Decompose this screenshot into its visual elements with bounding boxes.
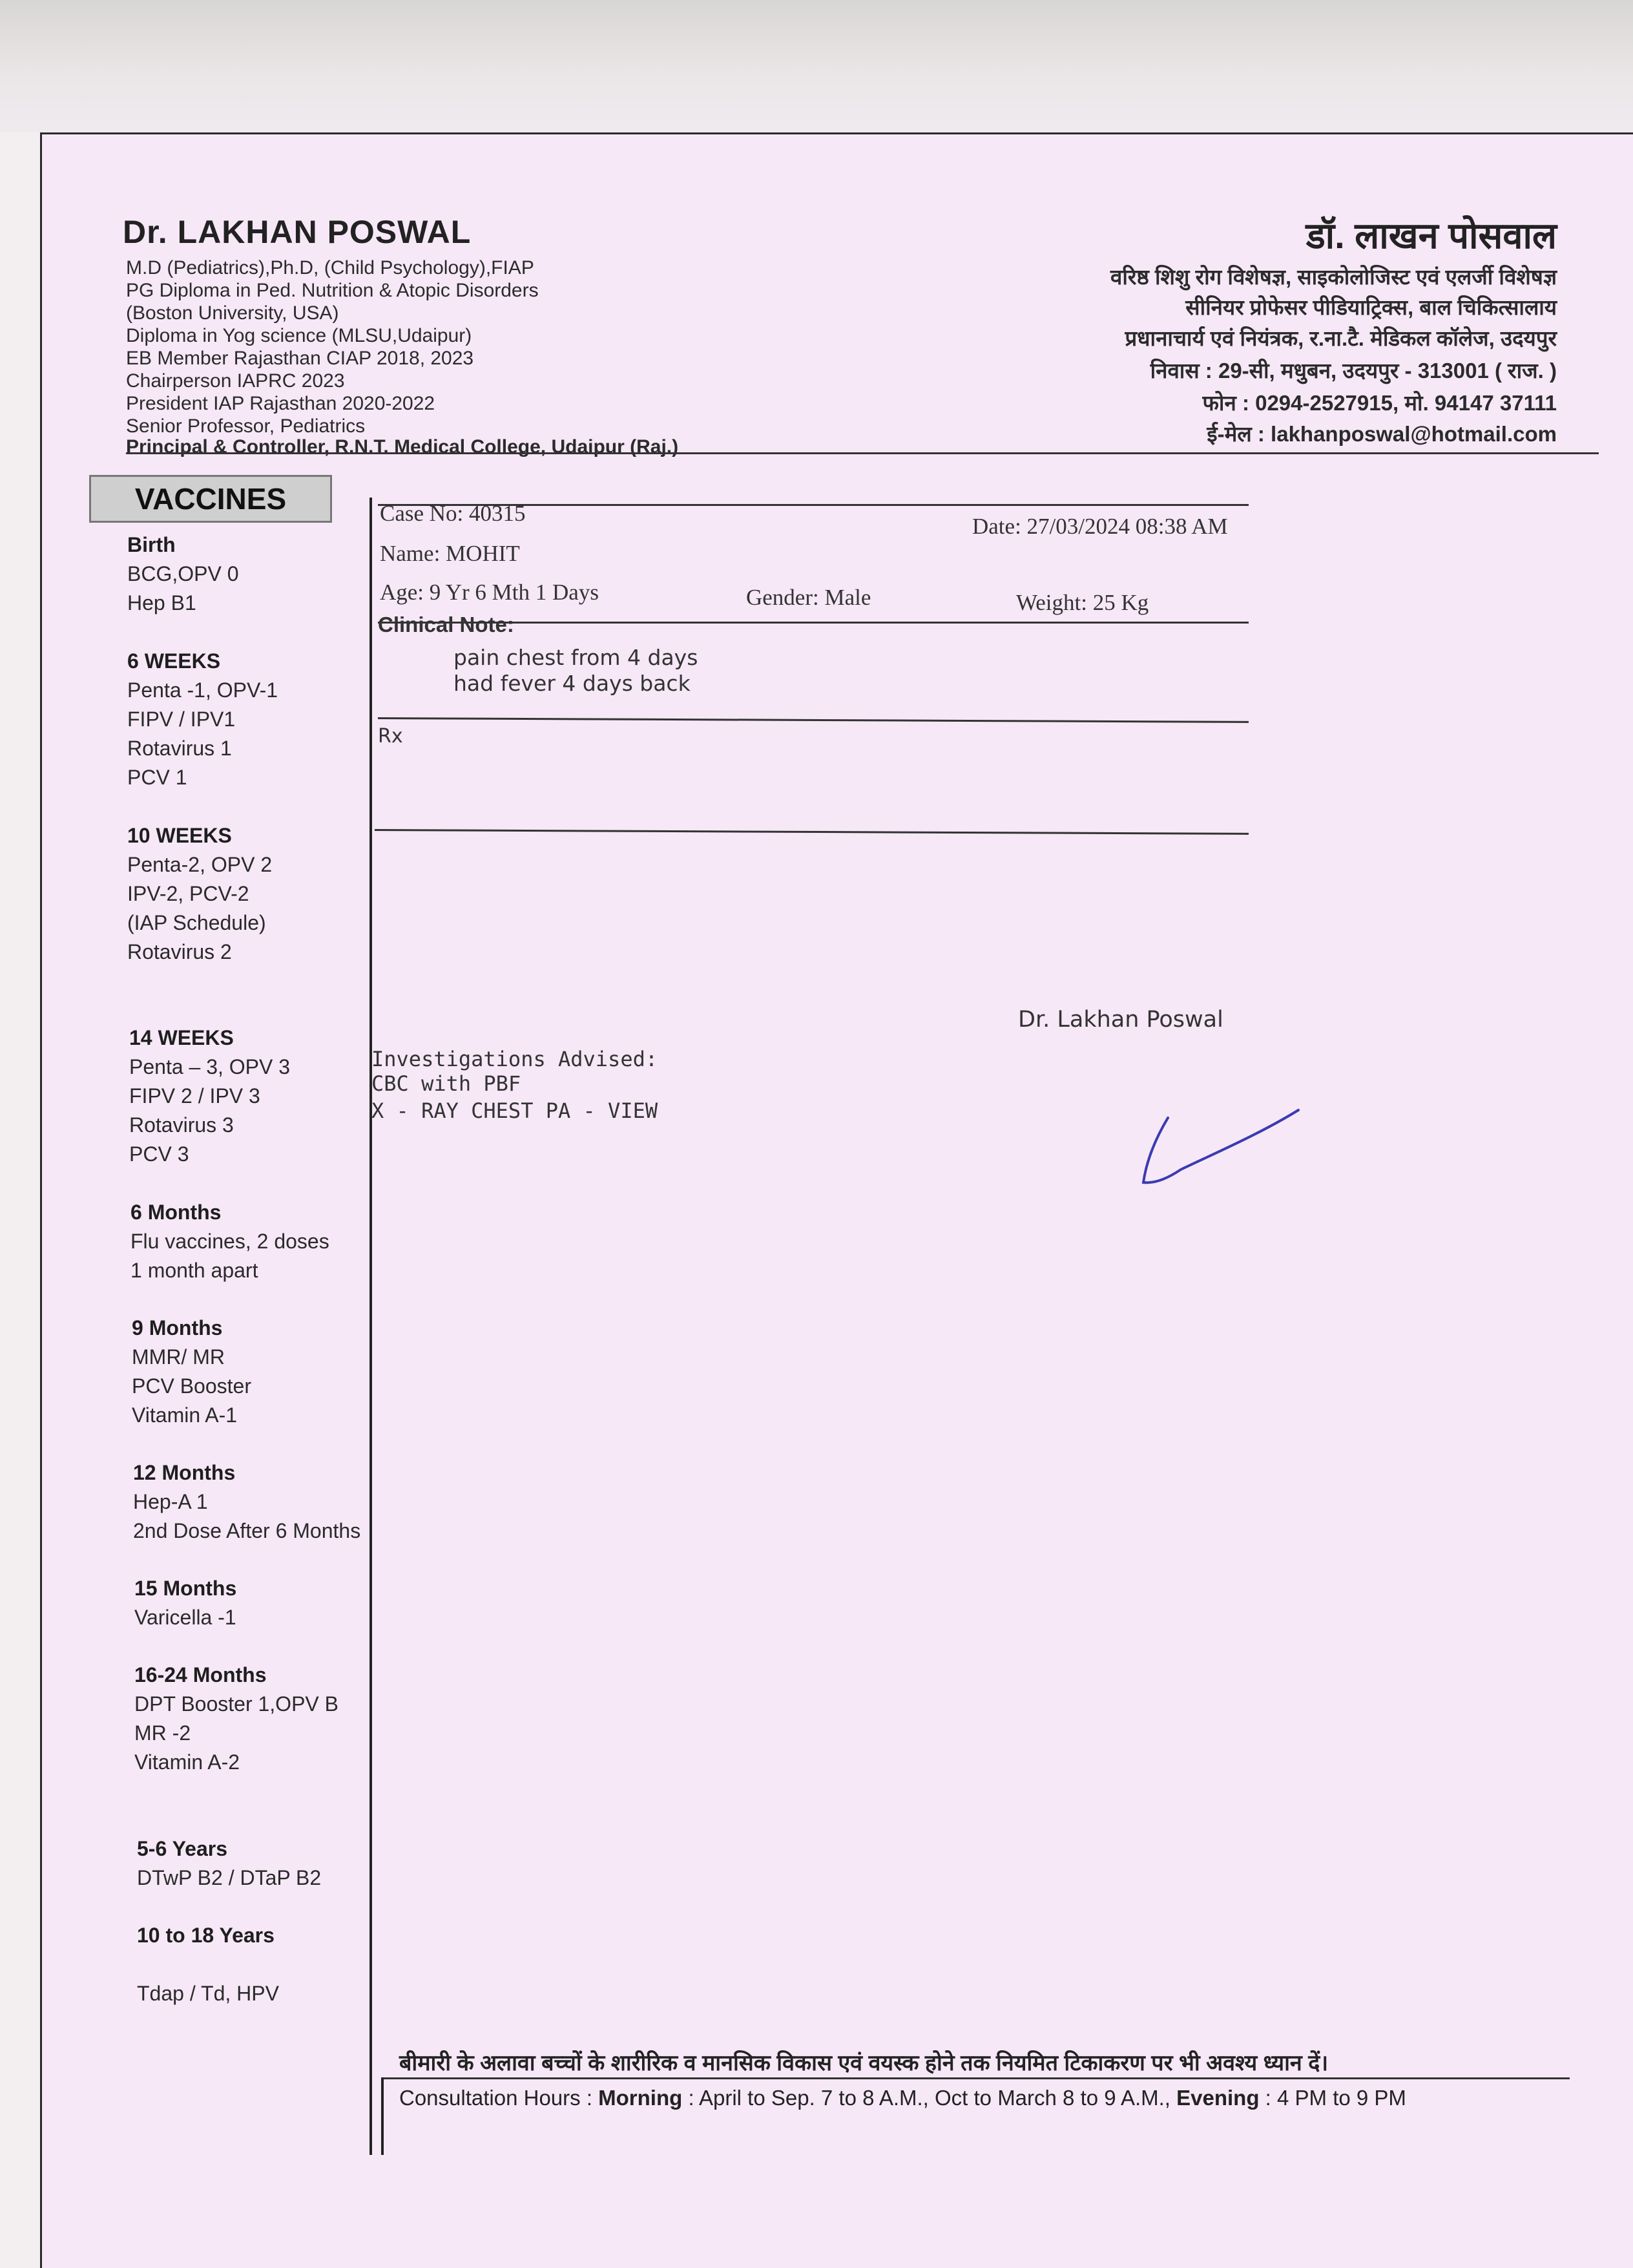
clinical-note-line: had fever 4 days back — [453, 671, 691, 696]
qualification-line: (Boston University, USA) — [126, 302, 339, 324]
column-divider — [369, 498, 372, 2155]
hindi-info-line: वरिष्ठ शिशु रोग विशेषज्ञ, साइकोलोजिस्ट एवं एलर्जी विशेषज्ञ — [1110, 265, 1557, 289]
footer-note-hindi: बीमारी के अलावा बच्चों के शारीरिक व मानसिक विकास एवं वयस्क होने तक नियमित टिकाकरण पर भी अवश्य ध्यान दें। — [399, 2051, 1329, 2075]
visit-date: Date: 27/03/2024 08:38 AM — [972, 514, 1228, 539]
vaccine-item: (IAP Schedule) — [127, 911, 266, 934]
hindi-info-line: निवास : 29-सी, मधुबन, उदयपुर - 313001 ( राज. ) — [1150, 359, 1557, 383]
vaccine-item: 2nd Dose After 6 Months — [133, 1519, 361, 1542]
qualification-line: Senior Professor, Pediatrics — [126, 415, 366, 437]
rx-label: Rx — [378, 725, 403, 748]
vaccine-item: Flu vaccines, 2 doses — [130, 1230, 329, 1253]
vaccine-item: BCG,OPV 0 — [127, 562, 239, 585]
clinical-note-line: pain chest from 4 days — [453, 645, 698, 670]
email-line: ई-मेल : lakhanposwal@hotmail.com — [1207, 422, 1557, 446]
qualification-line: Diploma in Yog science (MLSU,Udaipur) — [126, 325, 472, 346]
vaccine-group-heading: 12 Months — [133, 1461, 236, 1484]
vaccine-item: Hep-A 1 — [133, 1490, 208, 1513]
vaccine-item: IPV-2, PCV-2 — [127, 882, 249, 905]
case-number: Case No: 40315 — [380, 501, 526, 526]
vaccine-group-heading: 9 Months — [132, 1316, 223, 1339]
vaccine-item: PCV Booster — [132, 1374, 251, 1398]
hindi-info-line: फोन : 0294-2527915, मो. 94147 37111 — [1202, 391, 1557, 415]
vaccine-group-heading: 6 Months — [130, 1201, 222, 1224]
vaccine-item: Hep B1 — [127, 591, 196, 614]
vaccine-item: Rotavirus 1 — [127, 737, 232, 760]
vaccine-item: Vitamin A-2 — [134, 1750, 240, 1774]
header-divider — [126, 452, 1599, 454]
qualification-line: PG Diploma in Ped. Nutrition & Atopic Disorders — [126, 280, 539, 301]
vaccine-item: Vitamin A-1 — [132, 1403, 238, 1427]
vaccine-group-heading: Birth — [127, 533, 176, 556]
vaccine-item: FIPV 2 / IPV 3 — [129, 1084, 260, 1108]
vaccine-item: 1 month apart — [130, 1259, 258, 1282]
vaccine-group-heading: 16-24 Months — [134, 1663, 267, 1686]
vaccine-item: Rotavirus 2 — [127, 940, 232, 963]
vaccine-item: Penta – 3, OPV 3 — [129, 1055, 291, 1078]
doctor-signature — [1118, 1098, 1311, 1202]
vaccine-item: FIPV / IPV1 — [127, 708, 236, 731]
vaccine-item: MMR/ MR — [132, 1345, 225, 1369]
signatory-name: Dr. Lakhan Poswal — [1018, 1007, 1223, 1033]
footer-rule — [381, 2077, 1570, 2079]
vaccine-group-heading: 5-6 Years — [137, 1837, 227, 1860]
vaccine-group-heading: 6 WEEKS — [127, 649, 221, 673]
vaccine-item: PCV 1 — [127, 766, 187, 789]
vaccine-group-heading: 10 to 18 Years — [137, 1924, 275, 1947]
vaccine-group-heading: 15 Months — [134, 1577, 237, 1600]
vaccine-item: Rotavirus 3 — [129, 1113, 234, 1137]
vaccine-item: MR -2 — [134, 1721, 191, 1745]
vaccine-item: Penta-2, OPV 2 — [127, 853, 273, 876]
patient-name: Name: MOHIT — [380, 541, 520, 566]
qualification-line: M.D (Pediatrics),Ph.D, (Child Psychology),FIAP — [126, 257, 534, 278]
vaccine-item: Varicella -1 — [134, 1606, 236, 1629]
evening-hours: : 4 PM to 9 PM — [1259, 2086, 1406, 2110]
doctor-name: Dr. LAKHAN POSWAL — [123, 214, 472, 250]
consultation-hours — [399, 2086, 1406, 2110]
vaccine-item: DTwP B2 / DTaP B2 — [137, 1866, 322, 1889]
doctor-name-hindi: डॉ. लाखन पोसवाल — [1305, 215, 1557, 256]
vaccine-group-heading: 10 WEEKS — [127, 824, 232, 847]
vaccine-item: DPT Booster 1,OPV B — [134, 1692, 338, 1716]
vaccine-group-heading: 14 WEEKS — [129, 1026, 234, 1049]
qualification-line: Chairperson IAPRC 2023 — [126, 370, 345, 392]
evening-label: Evening — [1176, 2086, 1260, 2110]
investigation-item: X - RAY CHEST PA - VIEW — [371, 1098, 658, 1123]
patient-age: Age: 9 Yr 6 Mth 1 Days — [380, 580, 599, 605]
vaccine-item: PCV 3 — [129, 1142, 189, 1166]
hindi-info-line: सीनियर प्रोफेसर पीडियाट्रिक्स, बाल चिकित्सालाय — [1185, 295, 1557, 319]
qualification-line: Principal & Controller, R.N.T. Medical College, Udaipur (Raj.) — [126, 436, 679, 457]
patient-weight: Weight: 25 Kg — [1016, 590, 1149, 615]
morning-hours: : April to Sep. 7 to 8 A.M., Oct to March 8 to 9 A.M., — [682, 2086, 1177, 2110]
clinical-note-label: Clinical Note: — [378, 613, 514, 636]
morning-label: Morning — [598, 2086, 683, 2110]
hindi-info-line: प्रधानाचार्य एवं नियंत्रक, र.ना.टै. मेडिकल कॉलेज, उदयपुर — [1125, 326, 1557, 350]
scan-background — [0, 0, 1633, 132]
vaccine-item: Tdap / Td, HPV — [137, 1982, 279, 2005]
vaccines-title: VACCINES — [89, 475, 332, 523]
investigation-item: CBC with PBF — [371, 1071, 521, 1096]
consultation-label: Consultation Hours : — [399, 2086, 599, 2110]
qualification-line: President IAP Rajasthan 2020-2022 — [126, 393, 435, 414]
qualification-line: EB Member Rajasthan CIAP 2018, 2023 — [126, 348, 474, 369]
patient-gender: Gender: Male — [746, 585, 871, 610]
investigations-label: Investigations Advised: — [371, 1047, 658, 1071]
vaccine-item: Penta -1, OPV-1 — [127, 678, 278, 702]
footer-vertical-rule — [381, 2077, 384, 2155]
